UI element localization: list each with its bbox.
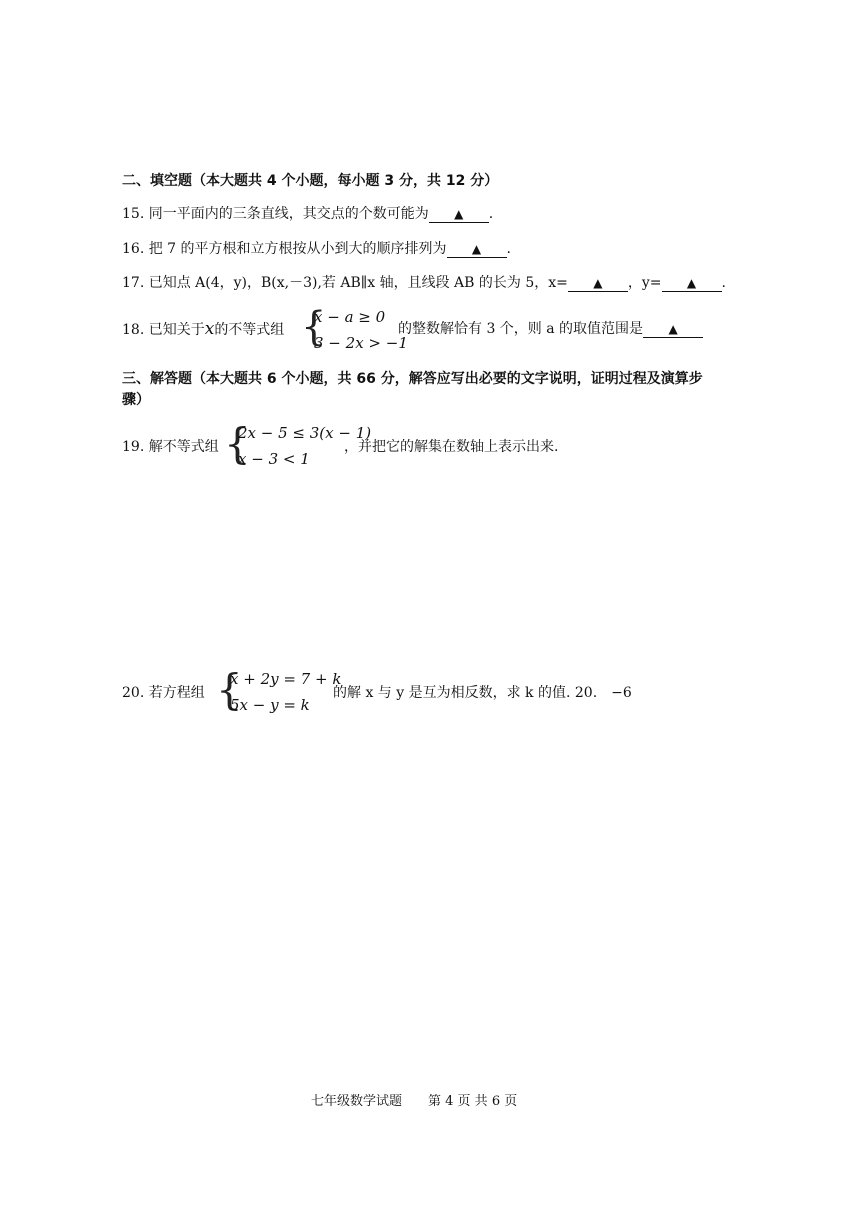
question-20-suffix: 的解 x 与 y 是互为相反数，求 k 的值. 20. −6 bbox=[333, 685, 632, 701]
question-16 bbox=[122, 240, 511, 258]
question-18-prefix: 18. 已知关于 bbox=[122, 322, 205, 338]
system-brace-20: { bbox=[216, 665, 243, 714]
question-18-line2: 3 − 2x > −1 bbox=[314, 334, 408, 352]
question-17-mid: ，y= bbox=[627, 275, 662, 291]
question-17 bbox=[122, 274, 726, 292]
question-15-end: . bbox=[488, 206, 494, 222]
question-17-text: 17. 已知点 A(4，y)，B(x,－3),若 AB∥x 轴，且线段 AB 的长为 5，x= bbox=[122, 275, 568, 291]
question-17-end: . bbox=[721, 275, 726, 291]
footer-title: 七年级数学试题 bbox=[311, 1094, 403, 1109]
answer-blank-16[interactable]: ▲ bbox=[447, 241, 507, 258]
question-19-line1: 2x − 5 ≤ 3(x − 1) bbox=[238, 424, 372, 442]
section-3-heading-line2: 骤） bbox=[122, 392, 150, 408]
question-18-line1: x − a ≥ 0 bbox=[314, 308, 386, 326]
question-15 bbox=[122, 205, 493, 223]
system-brace-18: { bbox=[301, 304, 327, 350]
question-20-line1: x + 2y = 7 + k bbox=[230, 670, 342, 688]
section-2-heading: 二、填空题（本大题共 4 个小题，每小题 3 分，共 12 分） bbox=[122, 173, 499, 189]
answer-blank-18[interactable]: ▲ bbox=[643, 321, 703, 338]
question-19-line2: x − 3 < 1 bbox=[238, 450, 310, 468]
question-18-mid: 的不等式组 bbox=[214, 322, 285, 338]
system-brace-19: { bbox=[224, 419, 251, 468]
question-20-line2: 5x − y = k bbox=[230, 696, 310, 714]
footer-page-number: 第 4 页 共 6 页 bbox=[428, 1094, 518, 1109]
question-16-text: 16. 把 7 的平方根和立方根按从小到大的顺序排列为 bbox=[122, 241, 447, 257]
answer-blank-15[interactable]: ▲ bbox=[429, 206, 489, 223]
answer-blank-17-y[interactable]: ▲ bbox=[662, 275, 722, 292]
question-19-suffix: ，并把它的解集在数轴上表示出来. bbox=[344, 439, 559, 455]
question-16-end: . bbox=[506, 241, 511, 257]
question-18-suffix: 的整数解恰有 3 个，则 a 的取值范围是 bbox=[398, 321, 644, 337]
page-footer bbox=[311, 1090, 517, 1109]
section-3-heading-line1: 三、解答题（本大题共 6 个小题，共 66 分，解答应写出必要的文字说明，证明过程及演算步 bbox=[122, 371, 703, 387]
question-18-tail bbox=[398, 320, 703, 338]
question-20-prefix: 20. 若方程组 bbox=[122, 685, 205, 701]
question-18-var: x bbox=[204, 319, 215, 339]
answer-blank-17-x[interactable]: ▲ bbox=[568, 275, 628, 292]
question-18-prefix-group bbox=[122, 320, 284, 339]
question-19-prefix: 19. 解不等式组 bbox=[122, 439, 219, 455]
question-15-text: 15. 同一平面内的三条直线，其交点的个数可能为 bbox=[122, 206, 429, 222]
